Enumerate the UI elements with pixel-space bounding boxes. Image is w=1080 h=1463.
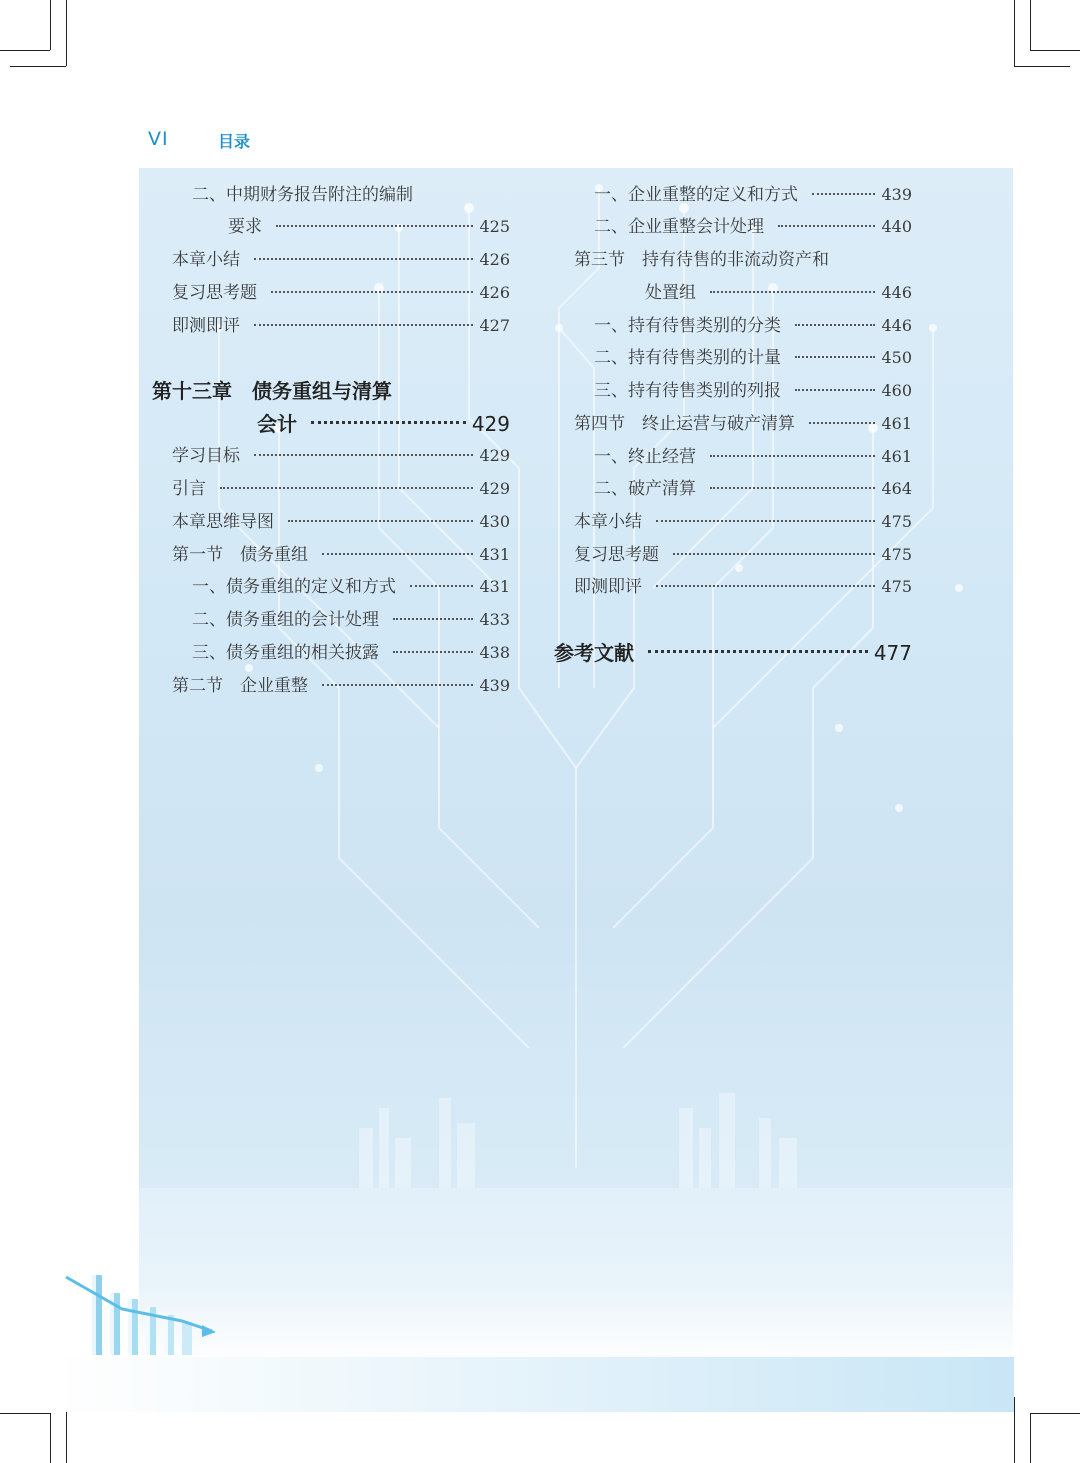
toc-entry[interactable]: 第四节 终止运营与破产清算 461 — [574, 414, 912, 434]
toc-entry[interactable]: 即测即评 427 — [172, 316, 510, 336]
toc-entry[interactable]: 一、终止经营 461 — [594, 447, 912, 467]
toc-entry[interactable]: 一、企业重整的定义和方式 439 — [594, 185, 912, 205]
toc-chapter-heading[interactable]: 第十三章 债务重组与清算 — [152, 379, 392, 403]
toc-entry[interactable]: 复习思考题 426 — [172, 283, 510, 303]
toc-entry[interactable]: 处置组 446 — [645, 283, 912, 303]
running-header — [148, 128, 251, 151]
toc-entry[interactable]: 一、债务重组的定义和方式 431 — [192, 577, 510, 597]
toc-references-entry[interactable]: 参考文献 477 — [554, 641, 912, 665]
toc-entry[interactable]: 第二节 企业重整 439 — [172, 676, 510, 696]
toc-entry[interactable]: 第一节 债务重组 431 — [172, 545, 510, 565]
toc-entry[interactable]: 二、企业重整会计处理 440 — [594, 217, 912, 237]
toc-entry[interactable]: 学习目标 429 — [172, 446, 510, 466]
panel-fade — [139, 1285, 1013, 1357]
toc-entry[interactable]: 复习思考题 475 — [574, 545, 912, 565]
toc-entry[interactable]: 本章小结 426 — [172, 250, 510, 270]
toc-entry[interactable]: 即测即评 475 — [574, 577, 912, 597]
crop-mark-top-left-v — [50, 0, 51, 50]
bar-chart-icon — [62, 1265, 222, 1355]
crop-mark-top-right-h2 — [1014, 66, 1070, 67]
toc-entry[interactable]: 一、持有待售类别的分类 446 — [594, 316, 912, 336]
crop-mark-bottom-right-v2 — [1014, 1397, 1015, 1463]
toc-chapter-entry[interactable]: 会计 429 — [257, 412, 510, 436]
toc-entry[interactable]: 二、持有待售类别的计量 450 — [594, 348, 912, 368]
crop-mark-bottom-right-v — [1030, 1413, 1031, 1463]
crop-mark-top-right-h — [1030, 50, 1080, 51]
header-title: 目录 — [218, 132, 251, 151]
toc-entry[interactable]: 二、中期财务报告附注的编制 — [192, 185, 413, 205]
toc-entry[interactable]: 三、持有待售类别的列报 460 — [594, 381, 912, 401]
page-number: VI — [148, 128, 169, 150]
toc-entry[interactable]: 第三节 持有待售的非流动资产和 — [574, 250, 829, 270]
toc-entry[interactable]: 三、债务重组的相关披露 438 — [192, 643, 510, 663]
toc-entry[interactable]: 二、破产清算 464 — [594, 479, 912, 499]
crop-mark-top-left-v2 — [66, 0, 67, 66]
crop-mark-top-left-h — [0, 50, 50, 51]
toc-entry[interactable]: 引言 429 — [172, 479, 510, 499]
toc-entry[interactable]: 本章小结 475 — [574, 512, 912, 532]
bottom-band — [52, 1357, 1014, 1412]
crop-mark-top-left-h2 — [10, 66, 66, 67]
crop-mark-top-right-v2 — [1014, 0, 1015, 66]
toc-entry[interactable]: 二、债务重组的会计处理 433 — [192, 610, 510, 630]
crop-mark-bottom-left-h — [0, 1413, 50, 1414]
crop-mark-top-right-v — [1030, 0, 1031, 50]
crop-mark-bottom-right-h — [1030, 1413, 1080, 1414]
crop-mark-bottom-left-v — [50, 1413, 51, 1463]
toc-entry[interactable]: 要求 425 — [228, 217, 510, 237]
toc-entry[interactable]: 本章思维导图 430 — [172, 512, 510, 532]
